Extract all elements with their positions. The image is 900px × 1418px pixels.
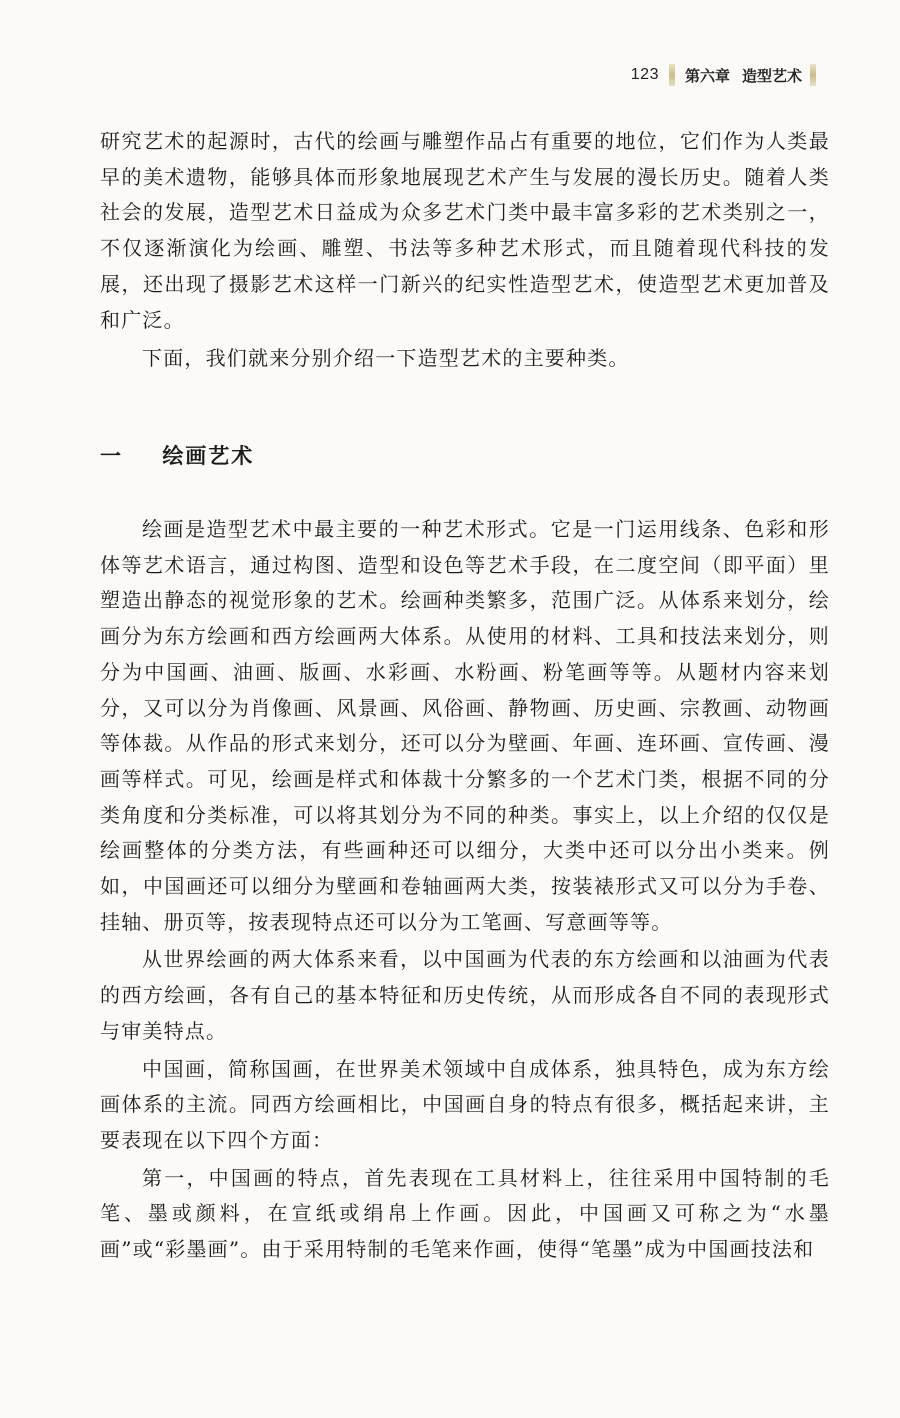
intro-text [100,124,830,377]
running-header [631,62,816,88]
intro-paragraph-1: 研究艺术的起源时，古代的绘画与雕塑作品占有重要的地位，它们作为人类最早的美术遗物，能够具体而形象地展现艺术产生与发展的漫长历史。随着人类社会的发展，造型艺术日益成为众多艺术门类中最丰富多彩的艺术类别之一，不仅逐渐演化为绘画、雕塑、书法等多种艺术形式，而且随着现代科技的发展，还出现了摄影艺术这样一门新兴的纪实性造型艺术，使造型艺术更加普及和广泛。 [100,129,830,332]
body-paragraph-1: 绘画是造型艺术中最主要的一种艺术形式。它是一门运用线条、色彩和形体等艺术语言，通过构图、造型和设色等艺术手段，在二度空间（即平面）里塑造出静态的视觉形象的艺术。绘画种类繁多，范围广泛。从体系来划分，绘画分为东方绘画和西方绘画两大体系。从使用的材料、工具和技法来划分，则分为中国画、油画、版画、水彩画、水粉画、粉笔画等等。从题材内容来划分，又可以分为肖像画、风景画、风俗画、静物画、历史画、宗教画、动物画等体裁。从作品的形式来划分，还可以分为壁画、年画、连环画、宣传画、漫画等样式。可见，绘画是样式和体裁十分繁多的一个艺术门类，根据不同的分类角度和分类标准，可以将其划分为不同的种类。事实上，以上介绍的仅仅是绘画整体的分类方法，有些画种还可以细分，大类中还可以分出小类来。例如，中国画还可以细分为壁画和卷轴画两大类，按装裱形式又可以分为手卷、挂轴、册页等，按表现特点还可以分为工笔画、写意画等等。 [100,517,830,934]
chapter-title: 造型艺术 [741,66,802,85]
section-heading [100,440,254,470]
section-body [100,512,830,1268]
section-number: 一 [100,444,123,468]
section-title: 绘画艺术 [162,444,255,468]
header-end-bar [810,64,816,86]
body-paragraph-4: 第一，中国画的特点，首先表现在工具材料上，往往采用中国特制的毛笔、墨或颜料，在宣纸或绢帛上作画。因此，中国画又可称之为“水墨画”或“彩墨画”。由于采用特制的毛笔来作画，使得“笔墨”成为中国画技法和 [100,1165,830,1262]
header-divider-bar [669,64,675,86]
page-number: 123 [630,66,659,83]
intro-paragraph-2: 下面，我们就来分别介绍一下造型艺术的主要种类。 [142,346,630,371]
body-paragraph-3: 中国画，简称国画，在世界美术领域中自成体系，独具特色，成为东方绘画体系的主流。同西方绘画相比，中国画自身的特点有很多，概括起来讲，主要表现在以下四个方面： [100,1056,830,1152]
body-paragraph-2: 从世界绘画的两大体系来看，以中国画为代表的东方绘画和以油画为代表的西方绘画，各有自己的基本特征和历史传统，从而形成各自不同的表现形式与审美特点。 [100,947,830,1043]
chapter-label: 第六章 [684,66,730,85]
